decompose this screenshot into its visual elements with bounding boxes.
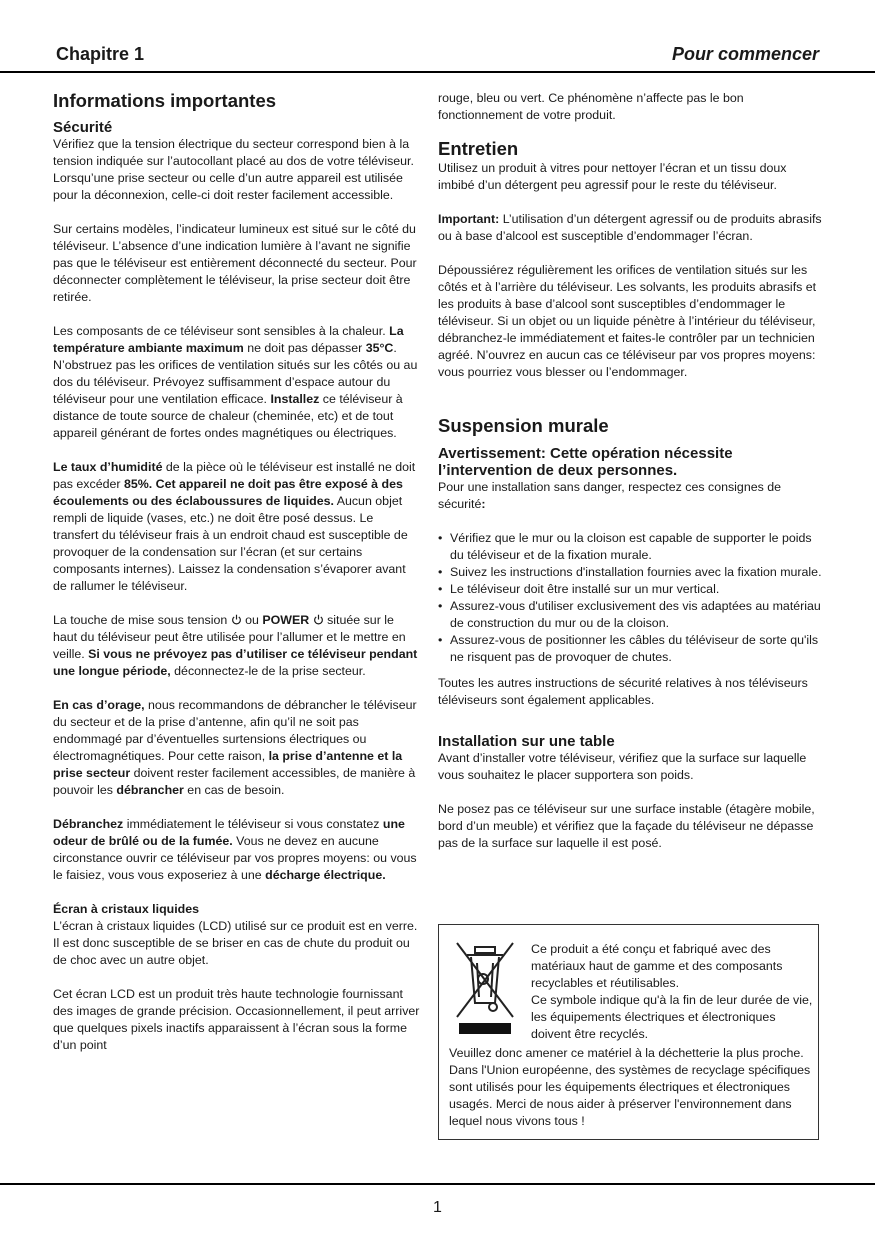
recycling-notice <box>438 924 819 1140</box>
maintenance-paragraph-important: Important: L’utilisation d’un détergent agressif ou de produits abrasifs ou à base d’alcool est susceptible d’endommager l’écran. <box>438 212 822 243</box>
header-rule <box>0 71 875 73</box>
recycling-text-top <box>531 941 813 1043</box>
left-column <box>53 90 420 1071</box>
table-install-heading: Installation sur une table <box>438 733 615 750</box>
power-paragraph: La touche de mise sous tension ou POWER située sur le haut du téléviseur peut être utilisée pour l’allumer et le mettre en veille. Si vous ne prévoyez pas d’utiliser ce téléviseur pendant une longue période, déconnectez-le de la prise secteur. <box>53 613 418 678</box>
power-icon <box>231 614 242 625</box>
humidity-paragraph: Le taux d’humidité de la pièce où le téléviseur est installé ne doit pas excéder 85%. Cet appareil ne doit pas être exposé à des écoulements ou des éclaboussures de liquides. Aucun objet rempli de liquide (vases, etc.) ne doit être posé dessus. Le transfert du téléviseur frais à un endroit chaud est susceptible de provoquer de la condensation sur l’écran (et sur certains composants internes). Laissez la condensation s’évaporer avant de rallumer le téléviseur. <box>53 460 416 593</box>
chapter-title: Chapitre 1 <box>56 44 145 64</box>
crossed-out-bin-icon <box>455 941 515 1037</box>
maintenance-heading: Entretien <box>438 138 519 159</box>
list-item: • Assurez-vous de positionner les câbles du téléviseur de sorte qu'ils ne risquent pas de provoquer de chutes. <box>438 632 822 666</box>
list-item: • Le téléviseur doit être installé sur un mur vertical. <box>438 581 822 598</box>
wall-mount-warning: Avertissement: Cette opération nécessite l’intervention de deux personnes. <box>438 445 733 479</box>
pixels-continuation: rouge, bleu ou vert. Ce phénomène n’affecte pas le bon fonctionnement de votre produit. <box>438 91 744 122</box>
heat-paragraph: Les composants de ce téléviseur sont sensibles à la chaleur. La température ambiante maximum ne doit pas dépasser 35°C. N’obstruez pas les orifices de ventilation situés sur les côtés ou au dos du téléviseur. Prévoyez suffisamment d’espace autour du téléviseur pour une ventilation efficace. Installez ce téléviseur à distance de toute source de chaleur (cheminée, etc) et de tout appareil générant de fortes ondes magnétiques ou électriques. <box>53 324 418 440</box>
maintenance-paragraph-clean: Utilisez un produit à vitres pour nettoyer l’écran et un tissu doux imbibé d’un détergent peu agressif pour le reste du téléviseur. <box>438 161 787 192</box>
storm-paragraph: En cas d’orage, nous recommandons de débrancher le téléviseur du secteur et de la prise d’antenne, afin qu’il ne soit pas endommagé par d’éventuelles surtensions électriques ou électromagnétiques. Pour cette raison, la prise d’antenne et la prise secteur doivent rester facilement accessibles, de manière à pouvoir les débrancher en cas de besoin. <box>53 698 417 797</box>
list-item: • Vérifiez que le mur ou la cloison est capable de supporter le poids du téléviseur et de la fixation murale. <box>438 530 822 564</box>
recycling-paragraph-symbol: Ce symbole indique qu'à la fin de leur durée de vie, les équipements électriques et électroniques doivent être recyclés. <box>531 993 813 1041</box>
section-title: Pour commencer <box>671 44 819 64</box>
safety-heading: Sécurité <box>53 119 113 136</box>
table-install-paragraph-stable: Ne posez pas ce téléviseur sur une surface instable (étagère mobile, bord d’un meuble) et vérifiez que la façade du téléviseur ne dépasse pas de la surface sur laquelle il est posé. <box>438 802 815 850</box>
recycling-paragraph-materials: Ce produit a été conçu et fabriqué avec des matériaux haut de gamme et des composants recyclables et réutilisables. <box>531 942 783 990</box>
right-column <box>438 90 822 869</box>
lcd-paragraph-glass: L’écran à cristaux liquides (LCD) utilisé sur ce produit est en verre. Il est donc susceptible de se briser en cas de chute du produit ou de choc avec un autre objet. <box>53 919 418 967</box>
lcd-paragraph-pixels: Cet écran LCD est un produit très haute technologie fournissant des images de grande précision. Occasionnellement, il peut arriver que quelques pixels inactifs apparaissent à l’écran sous la forme d’un point <box>53 987 420 1052</box>
maintenance-paragraph-dust: Dépoussiérez régulièrement les orifices de ventilation situés sur les côtés et à l’arrière du téléviseur. Les solvants, les produits abrasifs et les produits à base d’alcool sont susceptibles d’endommager le téléviseur. Si un objet ou un liquide pénètre à l’intérieur du téléviseur, débranchez-le immédiatement et faites-le contrôler par un technicien agréé. N’ouvrez en aucun cas ce téléviseur par vos propres moyens: vous pourriez vous blesser ou l’endommager. <box>438 263 817 379</box>
wall-mount-list <box>438 530 822 666</box>
unplug-paragraph: Débranchez immédiatement le téléviseur si vous constatez une odeur de brûlé ou de la fumée. Vous ne devez en aucune circonstance ouvrir ce téléviseur par vos propres moyens: ou vous le faisiez, vous vous exposeriez à une décharge électrique. <box>53 817 417 882</box>
lcd-heading: Écran à cristaux liquides <box>53 902 199 916</box>
wall-mount-outro: Toutes les autres instructions de sécurité relatives à nos téléviseurs téléviseurs sont également applicables. <box>438 676 808 707</box>
safety-paragraph-indicator: Sur certains modèles, l’indicateur lumineux est situé sur le côté du téléviseur. L’absence d’une indication lumière à l’avant ne signifie pas que le téléviseur est entièrement déconnecté du secteur. Pour déconnecter complètement le téléviseur, la prise secteur doit être retirée. <box>53 222 417 304</box>
list-item: • Assurez-vous d'utiliser exclusivement des vis adaptées au matériau de construction du mur ou de la cloison. <box>438 598 822 632</box>
power-icon <box>313 614 324 625</box>
table-install-paragraph-weight: Avant d’installer votre téléviseur, vérifiez que la surface sur laquelle vous souhaitez le placer supportera son poids. <box>438 751 807 782</box>
important-info-heading: Informations importantes <box>53 90 277 111</box>
footer-rule <box>0 1183 875 1185</box>
list-item: • Suivez les instructions d'installation fournies avec la fixation murale. <box>438 564 822 581</box>
wall-mount-intro: Pour une installation sans danger, respectez ces consignes de sécurité: <box>438 480 782 511</box>
recycling-paragraph-dropoff: Veuillez donc amener ce matériel à la déchetterie la plus proche. Dans l'Union européenne, des systèmes de recyclage spécifiques sont utilisés pour les équipements électriques et électroniques usagés. Merci de nous aider à préserver l'environnement dans lequel nous vivons tous ! <box>449 1046 811 1128</box>
wall-mount-heading: Suspension murale <box>438 415 609 436</box>
page-number: 1 <box>433 1199 442 1216</box>
safety-paragraph-voltage: Vérifiez que la tension électrique du secteur correspond bien à la tension indiquée sur l’autocollant placé au dos de votre téléviseur. Lorsqu’une prise secteur ou celle d’un autre appareil est utilisée pour la déconnexion, celle-ci doit rester facilement accessible. <box>53 137 414 202</box>
